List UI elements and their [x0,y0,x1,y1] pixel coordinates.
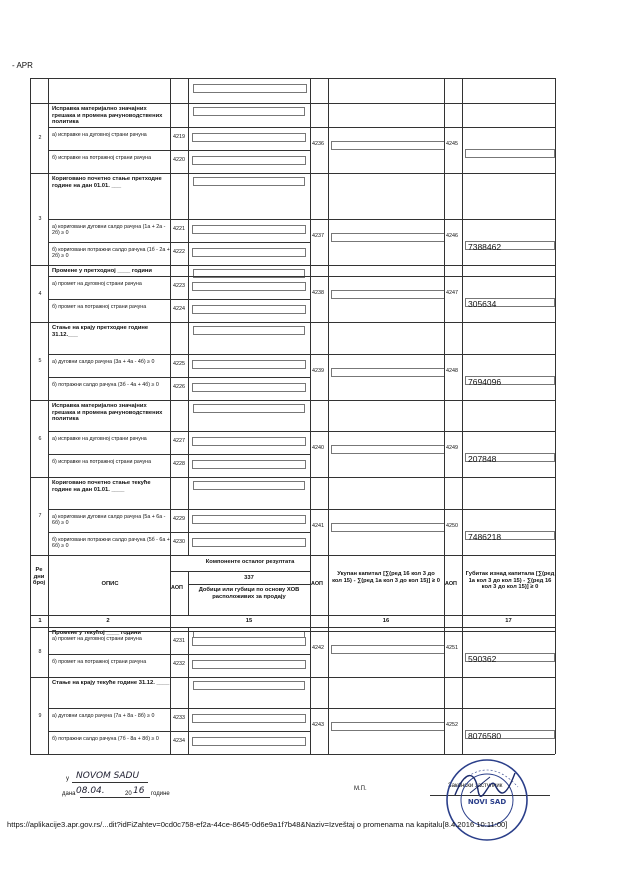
aop-code-a: 4227 [173,438,185,444]
table-rule [170,322,171,400]
table-rule [555,78,556,103]
aop-code-17: 4251 [446,645,458,651]
col-header-aop-16: АОП [311,581,323,587]
table-rule [188,322,189,400]
table-rule [188,265,189,322]
value-col17: 590362 [468,654,497,664]
table-rule [328,477,329,555]
table-rule [462,627,463,677]
table-rule [555,677,556,754]
value-col17: 305634 [468,299,497,309]
input-b-col15[interactable] [192,156,306,165]
table-rule [30,103,555,104]
top-cont-input[interactable] [193,84,307,93]
table-rule [555,555,556,627]
aop-code-b: 4228 [173,461,185,467]
table-rule [555,173,556,265]
aop-code-17: 4252 [446,722,458,728]
table-rule [30,265,31,322]
aop-code-16: 4236 [312,141,324,147]
col-header-description: ОПИС [101,581,119,587]
table-rule [328,78,329,103]
input-b-col15[interactable] [192,383,306,392]
table-rule [170,78,171,103]
table-rule [48,78,49,103]
table-rule [310,103,311,173]
row-title: Промене у текућој ____ години [52,630,141,636]
input-col16[interactable] [331,645,445,654]
aop-code-16: 4240 [312,445,324,451]
table-rule [30,322,31,400]
table-rule [444,627,445,677]
aop-code-a: 4223 [173,283,185,289]
table-rule [48,242,310,243]
table-rule [170,103,171,173]
year-suffix: године [151,791,170,797]
table-rule [188,103,189,173]
table-rule [188,677,189,754]
table-rule [188,627,189,677]
table-rule [30,555,555,556]
input-col16[interactable] [331,445,445,454]
table-rule [170,265,171,322]
table-rule [328,627,329,677]
table-rule [48,532,310,533]
table-rule [48,150,310,151]
row-b-label: б) кориговани потражни салдо рачуна (1б - 2а + 2б) ≥ 0 [52,247,170,260]
table-rule [30,754,555,755]
table-rule [310,173,311,265]
input-col16[interactable] [331,722,445,731]
table-rule [170,400,171,477]
table-rule [48,631,555,632]
table-rule [48,555,49,627]
col-number-1: 1 [38,618,42,624]
row-b-label: б) кориговани потражни салдо рачуна (5б - 6а + 6б) ≥ 0 [52,537,170,550]
aop-code-b: 4226 [173,384,185,390]
title-input[interactable] [193,404,305,413]
table-rule [310,265,311,322]
table-rule [170,571,310,572]
footer-url: https://aplikacije3.apr.gov.rs/...dit?idFiZahtev=0cd0c758-ef2a-44ce-8645-0d6e9a1f7b48&Naziv=Izveštaj o promenama na kapitalu[8.4.2016 10:11:00] [7,820,508,829]
aop-code-a: 4219 [173,134,185,140]
year-prefix: 20 [125,791,132,797]
table-rule [444,265,445,322]
row-number: 4 [38,290,42,297]
title-input[interactable] [193,481,305,490]
aop-code-b: 4222 [173,249,185,255]
input-b-col15[interactable] [192,460,306,469]
table-rule [30,627,555,628]
row-b-label: б) потражни салдо рачуна (7б - 8а + 8б) ≥ 0 [52,736,159,742]
table-rule [444,555,445,627]
table-rule [30,477,31,555]
table-rule [310,322,311,400]
table-rule [48,731,310,732]
input-a-col15[interactable] [192,133,306,142]
aop-code-a: 4231 [173,638,185,644]
table-rule [48,127,555,128]
table-rule [48,299,310,300]
table-rule [310,555,311,627]
input-a-col15[interactable] [192,360,306,369]
col-header-16: Укупан капитал [∑(ред 16 кол 3 до кол 15) - ∑(ред 1а кол 3 до кол 15)] ≥ 0 [332,571,440,584]
table-rule [30,627,31,677]
col-header-components: Компоненте осталог резултата [205,559,295,565]
table-rule [170,477,171,555]
table-rule [30,322,555,323]
table-rule [30,477,555,478]
title-input[interactable] [193,269,305,278]
table-rule [328,265,329,322]
table-rule [30,103,31,173]
place-handwritten: NOVOM SADU [76,771,140,781]
legal-rep-label: Законски заступник [448,783,503,789]
aop-code-16: 4238 [312,290,324,296]
col-number-17: 17 [505,618,512,624]
table-rule [555,400,556,477]
row-a-label: а) дуговни салдо рачуна (3а + 4а - 4б) ≥ 0 [52,359,155,365]
aop-code-17: 4248 [446,368,458,374]
input-b-col15[interactable] [192,538,306,547]
row-a-label: а) кориговани дуговни салдо рачуна (1а + 2а - 2б) ≥ 0 [52,224,166,237]
value-col17: 7694096 [468,377,502,387]
col-number-2: 2 [106,618,110,624]
table-rule [30,615,555,616]
row-a-label: а) исправке на дуговној страни рачуна [52,132,147,138]
aop-code-16: 4237 [312,233,324,239]
table-rule [328,322,329,400]
table-rule [30,400,555,401]
row-title: Исправка материјално значајних грешака и промена рачуноводствених политика [52,403,163,423]
col-header-337: 337 [244,575,254,581]
input-b-col15[interactable] [192,660,306,669]
table-rule [188,571,189,615]
title-input[interactable] [193,107,305,116]
table-rule [444,103,445,173]
table-rule [444,477,445,555]
table-rule [30,677,31,754]
table-rule [444,173,445,265]
value-col17: 207848 [468,454,497,464]
row-b-label: б) исправке на потражној страни рачуна [52,459,152,465]
input-col16[interactable] [331,141,445,150]
signature-scribble [450,765,520,805]
aop-code-17: 4245 [446,141,458,147]
table-rule [48,322,49,400]
table-rule [328,555,329,627]
row-title: Промене у претходној ____ години [52,268,152,274]
col-number-16: 16 [382,618,390,624]
table-rule [48,354,555,355]
col-number-15: 15 [245,618,253,624]
table-rule [555,322,556,400]
table-rule [48,431,555,432]
row-number: 7 [38,513,42,519]
table-rule [48,708,555,709]
table-rule [462,322,463,400]
row-a-label: а) промет на дуговној страни рачуна [52,281,142,287]
row-a-label: а) исправке на дуговној страни рачуна [52,436,147,442]
table-rule [555,627,556,677]
input-col17[interactable] [465,149,555,158]
mp-label: М.П. [354,786,367,792]
input-a-col15[interactable] [192,714,306,723]
col-header-row-no: Ре дни број [32,567,46,587]
table-rule [48,173,49,265]
row-a-label: а) дуговни салдо рачуна (7а + 8а - 8б) ≥ 0 [52,713,155,719]
table-rule [444,400,445,477]
table-rule [310,677,311,754]
aop-code-b: 4224 [173,306,185,312]
col-header-aop-17: АОП [445,581,457,587]
table-rule [188,477,189,555]
input-col16[interactable] [331,233,445,242]
value-col17: 8076580 [468,731,502,741]
table-rule [48,265,49,322]
stamp-city: NOVI SAD [467,798,507,806]
table-rule [48,377,310,378]
value-col17: 7388462 [468,242,502,252]
table-rule [188,173,189,265]
date-prefix: дана [62,791,76,797]
table-rule [328,173,329,265]
table-rule [48,477,49,555]
aop-code-b: 4234 [173,738,185,744]
table-rule [444,677,445,754]
table-rule [328,103,329,173]
row-a-label: а) промет на дуговној страни рачуна [52,636,142,642]
aop-code-a: 4221 [173,226,185,232]
input-col16[interactable] [331,290,445,299]
aop-code-16: 4243 [312,722,324,728]
table-rule [48,654,310,655]
input-a-col15[interactable] [192,282,306,291]
table-rule [328,400,329,477]
date-handwritten: 08.04. [76,786,105,796]
table-rule [48,677,49,754]
row-number: 9 [38,712,42,719]
row-title: Кориговано почетно стање претходне године на дан 01.01. ___ [52,176,162,189]
table-rule [462,265,463,322]
table-rule [462,555,463,627]
input-b-col15[interactable] [192,248,306,257]
table-rule [310,627,311,677]
table-rule [48,627,49,677]
aop-code-16: 4241 [312,523,324,529]
table-rule [48,509,555,510]
table-rule [188,400,189,477]
table-rule [30,400,31,477]
row-b-label: б) потражни салдо рачуна (3б - 4а + 4б) ≥ 0 [52,382,159,388]
row-a-label: а) кориговани дуговни салдо рачуна (5а + 6а - 6б) ≥ 0 [52,514,166,527]
aop-code-b: 4232 [173,661,185,667]
aop-code-17: 4246 [446,233,458,239]
table-rule [310,400,311,477]
input-a-col15[interactable] [192,515,306,524]
table-rule [310,477,311,555]
input-col16[interactable] [331,523,445,532]
table-rule [48,219,555,220]
table-rule [555,103,556,173]
table-rule [170,627,171,677]
table-rule [30,78,555,79]
row-title: Кориговано почетно стање текуће године на дан 01.01. ____ [52,480,151,493]
table-rule [30,173,555,174]
table-rule [462,677,463,754]
page-header: - APR [12,61,33,70]
aop-code-16: 4242 [312,645,324,651]
col-header-aop: АОП [171,585,183,591]
table-rule [30,173,31,265]
input-b-col15[interactable] [192,305,306,314]
row-b-label: б) промет на потражној страни рачуна [52,659,147,665]
col-header-17: Губитак изнад капитала [∑(ред 1а кол 3 до кол 15) - ∑(ред 16 кол 3 до кол 15)] ≥ 0 [465,571,555,591]
table-rule [188,584,310,585]
aop-code-b: 4220 [173,157,185,163]
table-rule [444,78,445,103]
table-rule [170,173,171,265]
table-rule [170,677,171,754]
input-a-col15[interactable] [192,437,306,446]
table-rule [555,477,556,555]
title-input[interactable] [193,681,305,690]
table-rule [30,265,555,266]
table-rule [555,265,556,322]
table-rule [48,103,49,173]
table-rule [462,477,463,555]
row-title: Исправка материјално значајних грешака и промена рачуноводствених политика [52,106,163,126]
table-rule [462,103,463,173]
title-input[interactable] [193,326,305,335]
row-number: 2 [38,135,42,141]
table-rule [462,400,463,477]
row-number: 5 [38,358,42,364]
aop-code-a: 4229 [173,516,185,522]
place-prefix: у [66,776,69,782]
table-rule [48,400,49,477]
table-rule [328,677,329,754]
aop-code-b: 4230 [173,539,185,545]
value-col17: 7486218 [468,532,502,542]
row-number: 3 [38,216,42,222]
table-rule [444,322,445,400]
year-handwritten: 16 [133,786,145,796]
aop-code-a: 4233 [173,715,185,721]
input-a-col15[interactable] [192,225,306,234]
input-b-col15[interactable] [192,737,306,746]
row-number: 6 [38,435,42,442]
title-input[interactable] [193,177,305,186]
table-rule [48,454,310,455]
table-rule [188,78,189,103]
row-number: 8 [38,649,42,655]
aop-code-16: 4239 [312,368,324,374]
aop-code-17: 4247 [446,290,458,296]
table-rule [30,78,31,103]
col-header-337-desc: Добици или губици по основу ХОВ расположивих за продају [198,587,300,600]
table-rule [30,677,555,678]
aop-code-17: 4250 [446,523,458,529]
row-title: Стање на крају текуће године 31.12. ____ [52,680,170,686]
aop-code-17: 4249 [446,445,458,451]
row-title: Стање на крају претходне године 31.12.___ [52,325,149,338]
aop-code-a: 4225 [173,361,185,367]
table-rule [30,555,31,627]
table-rule [48,276,555,277]
table-rule [462,173,463,265]
row-b-label: б) промет на потражној страни рачуна [52,304,147,310]
input-col16[interactable] [331,368,445,377]
row-b-label: б) исправке на потражној страни рачуна [52,155,152,161]
table-rule [310,78,311,103]
table-rule [462,78,463,103]
input-a-col15[interactable] [192,637,306,646]
